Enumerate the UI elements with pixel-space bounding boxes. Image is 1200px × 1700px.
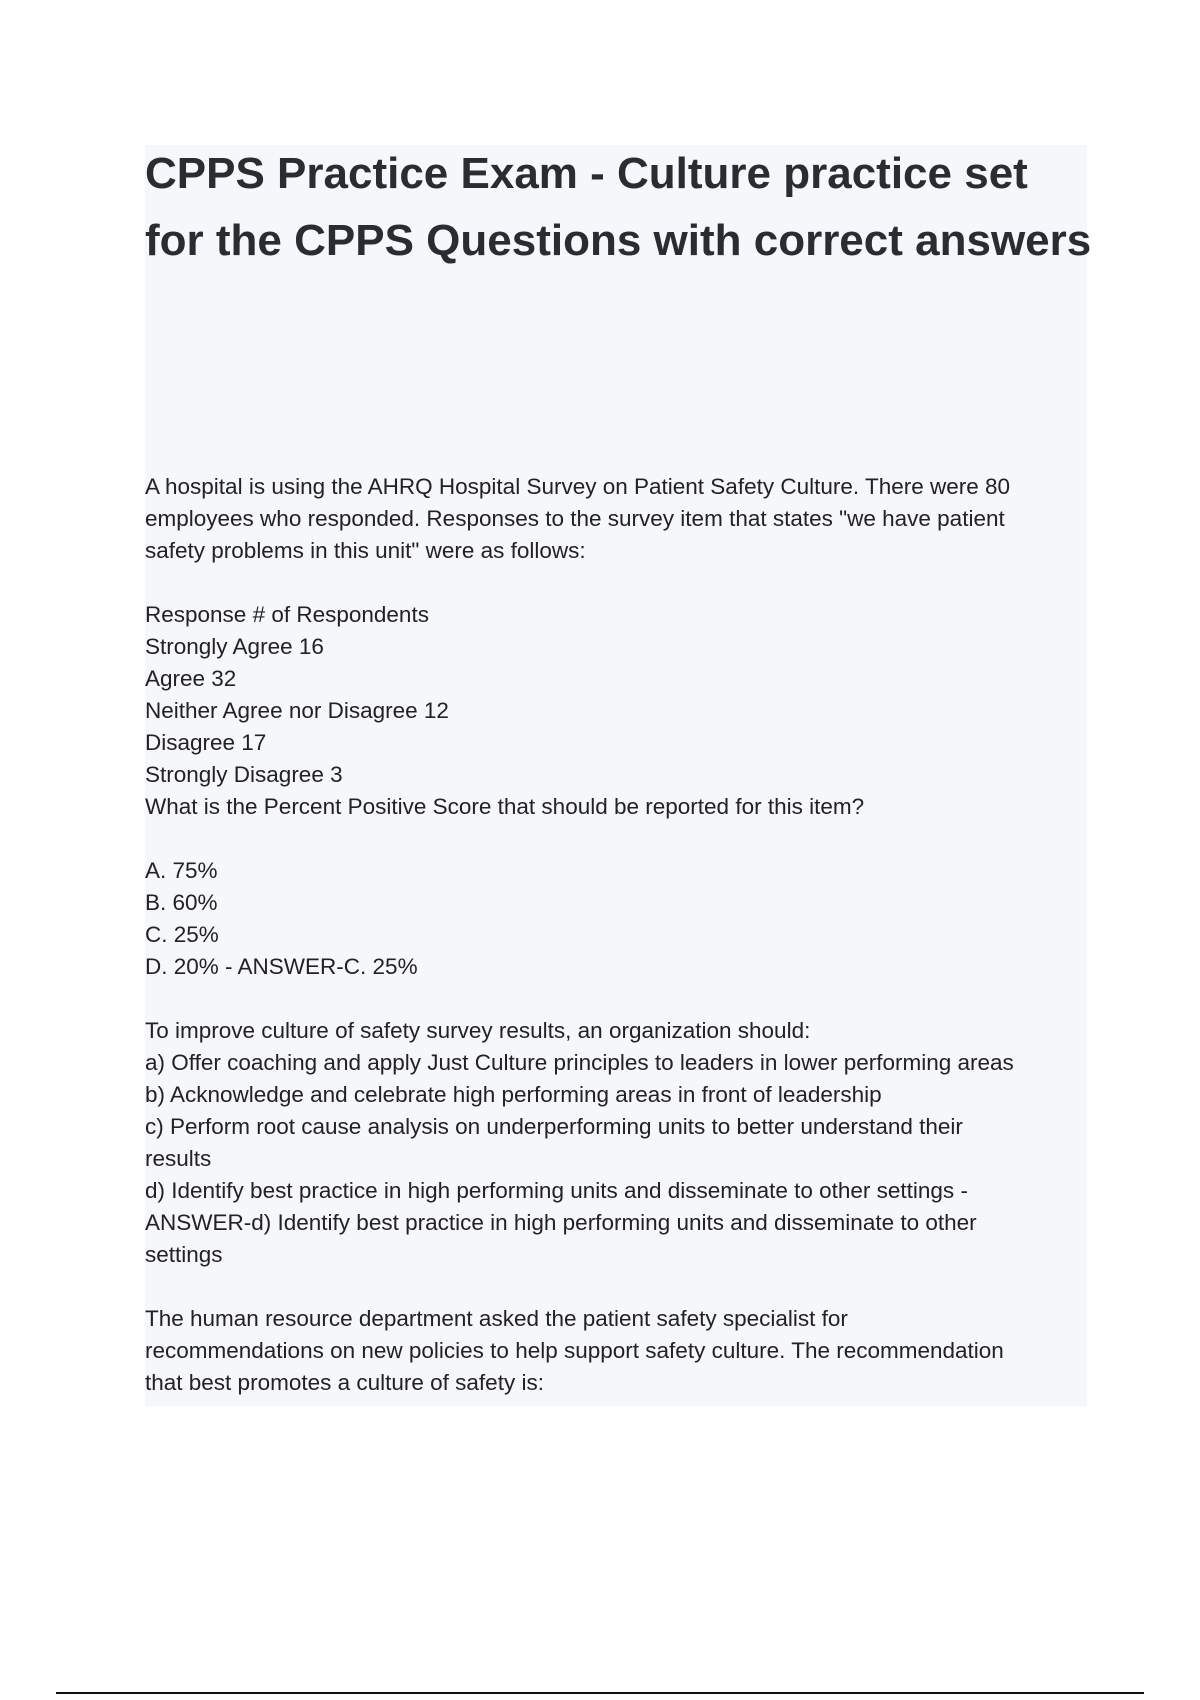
answer-option: C. 25% xyxy=(145,922,219,947)
question-2-line: c) Perform root cause analysis on underperforming units to better understand their xyxy=(145,1114,963,1139)
question-1-response-table xyxy=(145,599,1090,823)
question-1-prompt: What is the Percent Positive Score that should be reported for this item? xyxy=(145,794,865,819)
answer-option: A. 75% xyxy=(145,858,218,883)
question-1-intro-line: employees who responded. Responses to the survey item that states "we have patient xyxy=(145,506,1005,531)
footer-divider xyxy=(56,1692,1144,1694)
question-3-line: recommendations on new policies to help support safety culture. The recommendation xyxy=(145,1338,1004,1363)
question-2-line: results xyxy=(145,1146,212,1171)
question-2-line: d) Identify best practice in high performing units and disseminate to other settings - xyxy=(145,1178,968,1203)
response-row: Strongly Disagree 3 xyxy=(145,762,343,787)
question-1-intro xyxy=(145,471,1090,567)
question-2-line: ANSWER-d) Identify best practice in high performing units and disseminate to other xyxy=(145,1210,977,1235)
question-3 xyxy=(145,1303,1090,1399)
response-table-header: Response # of Respondents xyxy=(145,602,429,627)
answer-option: B. 60% xyxy=(145,890,218,915)
response-row: Agree 32 xyxy=(145,666,237,691)
response-row: Disagree 17 xyxy=(145,730,267,755)
question-1-options xyxy=(145,855,1090,983)
question-3-line: that best promotes a culture of safety is: xyxy=(145,1370,544,1395)
question-2-line: To improve culture of safety survey results, an organization should: xyxy=(145,1018,811,1043)
question-2-line: a) Offer coaching and apply Just Culture principles to leaders in lower performing areas xyxy=(145,1050,1014,1075)
question-2 xyxy=(145,1015,1090,1271)
question-3-line: The human resource department asked the patient safety specialist for xyxy=(145,1306,848,1331)
question-1-intro-line: safety problems in this unit" were as follows: xyxy=(145,538,586,563)
question-2-line: b) Acknowledge and celebrate high performing areas in front of leadership xyxy=(145,1082,882,1107)
document-title: CPPS Practice Exam - Culture practice set for the CPPS Questions with correct answers xyxy=(145,149,1092,265)
question-1-intro-line: A hospital is using the AHRQ Hospital Survey on Patient Safety Culture. There were 80 xyxy=(145,474,1011,499)
response-row: Strongly Agree 16 xyxy=(145,634,324,659)
question-2-line: settings xyxy=(145,1242,223,1267)
response-row: Neither Agree nor Disagree 12 xyxy=(145,698,449,723)
answer-option: D. 20% - ANSWER-C. 25% xyxy=(145,954,418,979)
